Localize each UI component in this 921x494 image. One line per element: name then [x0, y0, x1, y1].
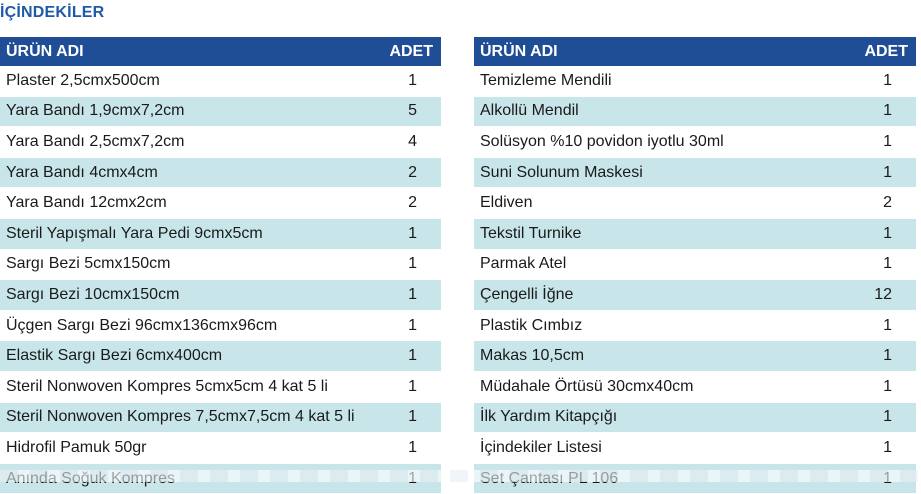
column-header-product-name: ÜRÜN ADI	[474, 37, 845, 66]
table-row	[474, 66, 916, 96]
quantity-cell: 2	[370, 188, 441, 219]
product-name-cell: Parmak Atel	[474, 249, 845, 280]
product-name-cell: Makas 10,5cm	[474, 341, 845, 372]
table-row	[474, 402, 916, 433]
quantity-cell: 1	[845, 402, 916, 433]
table-row	[0, 66, 441, 96]
product-name-cell: Yara Bandı 12cmx2cm	[0, 188, 370, 219]
page-title: İÇİNDEKİLER	[0, 4, 105, 21]
quantity-cell: 1	[845, 371, 916, 402]
column-header-quantity: ADET	[370, 37, 441, 66]
table-row	[474, 310, 916, 341]
table-row	[474, 96, 916, 127]
table-row	[0, 280, 441, 311]
quantity-cell: 1	[370, 249, 441, 280]
product-name-cell: Alkollü Mendil	[474, 96, 845, 127]
quantity-cell: 1	[370, 66, 441, 96]
quantity-cell: 4	[370, 127, 441, 158]
product-name-cell: Yara Bandı 1,9cmx7,2cm	[0, 96, 370, 127]
product-name-cell: Üçgen Sargı Bezi 96cmx136cmx96cm	[0, 310, 370, 341]
table-row	[474, 157, 916, 188]
column-header-product-name: ÜRÜN ADI	[0, 37, 370, 66]
table-row	[474, 249, 916, 280]
contents-table-right	[474, 37, 916, 494]
table-row	[0, 341, 441, 372]
column-header-quantity: ADET	[845, 37, 916, 66]
product-name-cell: İçindekiler Listesi	[474, 433, 845, 464]
product-name-cell: Yara Bandı 4cmx4cm	[0, 157, 370, 188]
table-row	[474, 127, 916, 158]
table-header-row	[0, 37, 441, 66]
product-name-cell: Steril Nonwoven Kompres 7,5cmx7,5cm 4 kat 5 li	[0, 402, 370, 433]
product-name-cell: Steril Nonwoven Kompres 5cmx5cm 4 kat 5 li	[0, 371, 370, 402]
quantity-cell: 1	[845, 249, 916, 280]
quantity-cell: 1	[845, 66, 916, 96]
contents-table-left	[0, 37, 441, 494]
product-name-cell: İlk Yardım Kitapçığı	[474, 402, 845, 433]
product-name-cell: Elastik Sargı Bezi 6cmx400cm	[0, 341, 370, 372]
quantity-cell: 1	[370, 218, 441, 249]
quantity-cell: 5	[370, 96, 441, 127]
table-row	[474, 341, 916, 372]
product-name-cell: Hidrofil Pamuk 50gr	[0, 433, 370, 464]
faded-next-page-text	[0, 470, 921, 482]
table-row	[0, 157, 441, 188]
table-row	[0, 371, 441, 402]
table-row	[474, 188, 916, 219]
table-row	[474, 218, 916, 249]
quantity-cell: 1	[370, 280, 441, 311]
table-row	[0, 402, 441, 433]
quantity-cell: 2	[370, 157, 441, 188]
table-row	[0, 433, 441, 464]
quantity-cell: 1	[845, 433, 916, 464]
product-name-cell: Sargı Bezi 10cmx150cm	[0, 280, 370, 311]
quantity-cell: 1	[370, 310, 441, 341]
quantity-cell: 1	[370, 371, 441, 402]
table-row	[474, 371, 916, 402]
product-name-cell: Suni Solunum Maskesi	[474, 157, 845, 188]
quantity-cell: 1	[845, 96, 916, 127]
table-row	[0, 127, 441, 158]
table-row	[0, 310, 441, 341]
product-name-cell: Plastik Cımbız	[474, 310, 845, 341]
table-row	[0, 188, 441, 219]
quantity-cell: 1	[845, 127, 916, 158]
product-name-cell: Eldiven	[474, 188, 845, 219]
table-row	[474, 433, 916, 464]
product-name-cell: Sargı Bezi 5cmx150cm	[0, 249, 370, 280]
quantity-cell: 2	[845, 188, 916, 219]
quantity-cell: 1	[370, 341, 441, 372]
table-row	[0, 218, 441, 249]
quantity-cell: 1	[370, 402, 441, 433]
product-name-cell: Steril Yapışmalı Yara Pedi 9cmx5cm	[0, 218, 370, 249]
product-name-cell: Yara Bandı 2,5cmx7,2cm	[0, 127, 370, 158]
table-header-row	[474, 37, 916, 66]
quantity-cell: 1	[845, 157, 916, 188]
table-row	[0, 96, 441, 127]
product-name-cell: Tekstil Turnike	[474, 218, 845, 249]
quantity-cell: 1	[845, 310, 916, 341]
product-name-cell: Müdahale Örtüsü 30cmx40cm	[474, 371, 845, 402]
quantity-cell: 1	[845, 218, 916, 249]
table-row	[474, 280, 916, 311]
table-row	[0, 249, 441, 280]
product-name-cell: Solüsyon %10 povidon iyotlu 30ml	[474, 127, 845, 158]
quantity-cell: 1	[370, 433, 441, 464]
quantity-cell: 1	[845, 341, 916, 372]
quantity-cell: 12	[845, 280, 916, 311]
product-name-cell: Temizleme Mendili	[474, 66, 845, 96]
product-name-cell: Çengelli İğne	[474, 280, 845, 311]
product-name-cell: Plaster 2,5cmx500cm	[0, 66, 370, 96]
